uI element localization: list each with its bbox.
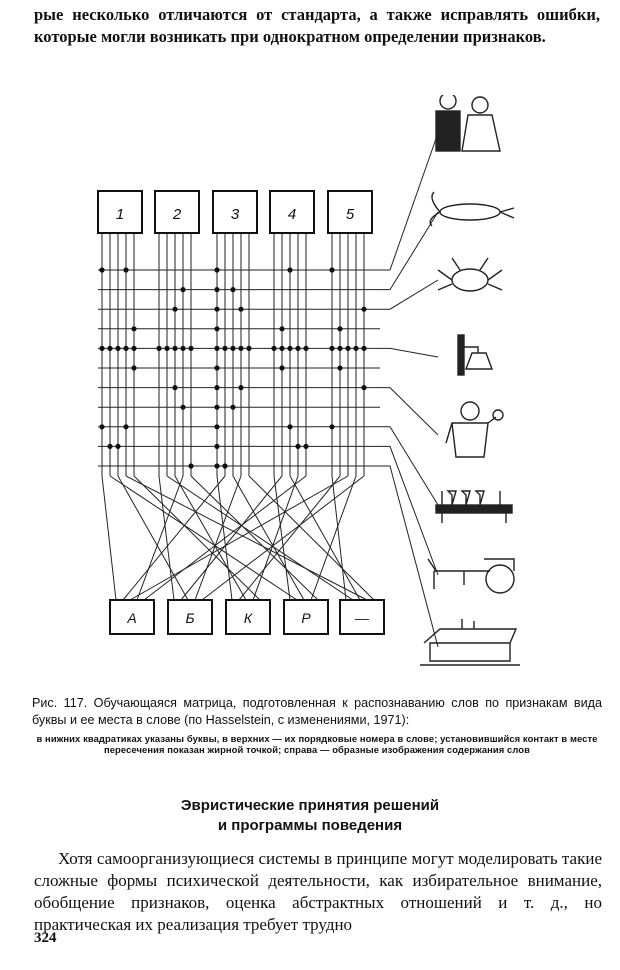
contact-dot [214,326,219,331]
picture-wire [380,388,438,435]
contact-dot [115,444,120,449]
letter-box-label: Б [185,610,195,626]
contact-dot [329,346,334,351]
connection-wire [181,476,282,600]
contact-dot [271,346,276,351]
position-box-label: 2 [172,206,182,223]
contact-dot [188,463,193,468]
contact-dot [180,287,185,292]
lobster-icon [430,192,514,226]
contact-dot [214,287,219,292]
contact-dot [287,346,292,351]
contact-dot [214,405,219,410]
contact-dot [214,267,219,272]
contact-dot [230,287,235,292]
contact-dot [303,346,308,351]
connection-wire [195,476,241,600]
contact-dot [361,346,366,351]
contact-dot [172,307,177,312]
contact-dot [123,346,128,351]
connection-wire [137,476,183,600]
contact-dot [214,346,219,351]
connection-wire [202,476,364,600]
contact-dot [99,346,104,351]
contact-dot [337,326,342,331]
contact-dot [238,385,243,390]
contact-dot [222,346,227,351]
contact-dot [131,365,136,370]
contact-dot [180,346,185,351]
contact-dot [230,346,235,351]
contact-dot [156,346,161,351]
contact-dot [172,385,177,390]
wedding-couple-icon [436,95,500,151]
paragraph-bottom: Хотя самоорганизующиеся системы в принципе могут моделировать такие сложные формы психической деятельности, как избирательное внимание, обобщение признаков, оценка абстрактных отношений и т. д., но практическая их реализация требует трудно [34,849,602,934]
section-heading-line-2: и программы поведения [217,817,403,834]
crab-icon [438,258,502,291]
boxer-icon [446,402,503,457]
contact-dot [329,267,334,272]
contact-dot [214,424,219,429]
contact-dot [222,463,227,468]
contact-dot [361,307,366,312]
page-number: 324 [34,930,57,946]
contact-dot [131,326,136,331]
contact-dot [287,267,292,272]
contact-dot [131,346,136,351]
picture-wire [380,348,438,357]
contact-dot [279,365,284,370]
picture-wire [380,212,438,290]
connection-wire [102,476,116,600]
contact-dot [115,346,120,351]
learning-matrix-figure [0,95,620,695]
contact-dot [123,267,128,272]
contact-dot [279,326,284,331]
contact-dot [214,385,219,390]
paragraph-top: рые несколько отличаются от стандарта, а также исправлять ошибки, которые могли возникать при однократном определении признаков. [34,5,600,46]
contact-dot [99,424,104,429]
contact-dot [230,405,235,410]
section-heading [100,796,520,836]
contact-dot [123,424,128,429]
donkey-cart-icon [428,559,514,593]
figure-caption-detail: в нижних квадратиках указаны буквы, в верхних — их порядковые номера в слове; установившийся контакт в месте пересечения показан жирной точкой; справа — образные изображения содержания слов [36,733,598,755]
position-box-label: 3 [230,206,240,223]
picture-wire [380,280,438,309]
contact-dot [107,346,112,351]
contact-dot [99,267,104,272]
contact-dot [238,307,243,312]
position-box-label: 5 [345,206,355,223]
picture-wire [380,133,438,270]
letter-box-label: Р [301,610,311,626]
connection-wire [249,476,374,600]
section-heading-line-1: Эвристические принятия решений [180,797,440,814]
contact-dot [337,365,342,370]
figure-caption: Рис. 117. Обучающаяся матрица, подготовленная к распознаванию слов по признакам вида буквы и ее места в слове (по Hasselstein, с изменениями, 1971): [32,696,602,727]
contact-dot [172,346,177,351]
contact-dot [214,365,219,370]
position-box-label: 4 [287,206,297,223]
bar-counter-icon [436,491,512,523]
contact-dot [164,346,169,351]
contact-dot [303,444,308,449]
contact-dot [107,444,112,449]
contact-dot [214,307,219,312]
contact-dot [295,346,300,351]
position-box-label: 1 [115,206,125,223]
contact-dot [337,346,342,351]
letter-box-label: А [127,610,137,626]
contact-dot [287,424,292,429]
contact-dot [214,444,219,449]
contact-dot [295,444,300,449]
picture-wire [380,466,438,647]
contact-dot [361,385,366,390]
letter-box-label: К [243,610,253,626]
contact-dot [180,405,185,410]
contact-dot [214,463,219,468]
wall-lamp-icon [458,335,492,375]
contact-dot [353,346,358,351]
contact-dot [279,346,284,351]
contact-dot [238,346,243,351]
contact-dot [188,346,193,351]
letter-box-label: — [355,610,369,626]
connection-wire [159,476,174,600]
contact-dot [329,424,334,429]
contact-dot [246,346,251,351]
barn-icon [420,619,520,665]
contact-dot [345,346,350,351]
